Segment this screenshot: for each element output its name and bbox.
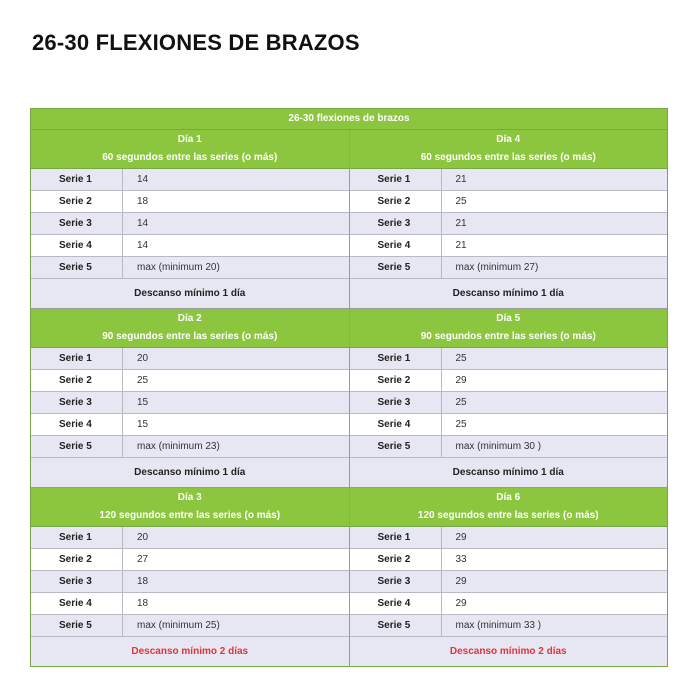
page-title: 26-30 FLEXIONES DE BRAZOS [32, 30, 360, 55]
day-row [31, 487, 667, 666]
day-title: Día 4 [496, 134, 521, 145]
set-reps: max (minimum 30 ) [455, 441, 542, 452]
day-header [350, 309, 668, 348]
set-reps: 20 [137, 353, 149, 364]
day-title: Día 2 [177, 313, 202, 324]
set-label: Serie 2 [350, 370, 442, 391]
set-reps: 21 [455, 240, 467, 251]
set-reps: 29 [455, 598, 467, 609]
set-label: Serie 2 [350, 549, 442, 570]
rest-between-sets: 90 segundos entre las series (o más) [102, 331, 278, 342]
day-block [31, 488, 349, 666]
set-reps: 25 [455, 353, 467, 364]
set-label: Serie 5 [31, 615, 123, 636]
set-reps: 33 [455, 554, 467, 565]
set-row [350, 414, 668, 436]
set-reps: 14 [137, 174, 149, 185]
set-label: Serie 4 [31, 235, 123, 256]
set-row [31, 436, 349, 458]
rest-after-day: Descanso mínimo 1 día [350, 458, 668, 487]
set-reps: 15 [137, 419, 149, 430]
set-reps: max (minimum 23) [137, 441, 220, 452]
workout-table [30, 108, 668, 667]
rest-between-sets: 120 segundos entre las series (o más) [417, 510, 599, 521]
set-label: Serie 2 [31, 549, 123, 570]
set-label: Serie 4 [350, 414, 442, 435]
set-label: Serie 3 [350, 392, 442, 413]
rest-between-sets: 60 segundos entre las series (o más) [420, 152, 596, 163]
set-reps: 27 [137, 554, 149, 565]
set-row [31, 414, 349, 436]
set-label: Serie 1 [31, 169, 123, 190]
sets-list [31, 348, 349, 458]
set-label: Serie 2 [31, 370, 123, 391]
set-label: Serie 4 [31, 414, 123, 435]
set-row [31, 348, 349, 370]
set-row [31, 169, 349, 191]
set-reps: 21 [455, 174, 467, 185]
rest-between-sets: 90 segundos entre las series (o más) [420, 331, 596, 342]
set-row [350, 593, 668, 615]
sets-list [31, 169, 349, 279]
set-row [31, 527, 349, 549]
set-reps: 25 [455, 397, 467, 408]
day-block [349, 130, 668, 308]
set-label: Serie 3 [31, 392, 123, 413]
set-reps: 25 [455, 196, 467, 207]
set-label: Serie 1 [350, 527, 442, 548]
day-row [31, 130, 667, 308]
rest-after-day: Descanso mínimo 1 día [31, 279, 349, 308]
set-reps: max (minimum 20) [137, 262, 220, 273]
set-row [350, 549, 668, 571]
rest-after-day: Descanso mínimo 2 días [31, 637, 349, 666]
day-title: Día 1 [177, 134, 202, 145]
set-reps: 18 [137, 196, 149, 207]
set-row [31, 213, 349, 235]
set-reps: 18 [137, 576, 149, 587]
set-reps: 14 [137, 218, 149, 229]
set-label: Serie 5 [31, 257, 123, 278]
set-label: Serie 5 [350, 615, 442, 636]
table-header: 26-30 flexiones de brazos [31, 109, 667, 130]
set-label: Serie 4 [31, 593, 123, 614]
set-reps: 29 [455, 576, 467, 587]
set-label: Serie 3 [350, 213, 442, 234]
set-reps: 14 [137, 240, 149, 251]
set-label: Serie 5 [350, 257, 442, 278]
set-row [31, 235, 349, 257]
set-row [350, 615, 668, 637]
set-label: Serie 2 [350, 191, 442, 212]
set-reps: 18 [137, 598, 149, 609]
set-row [31, 615, 349, 637]
set-row [350, 191, 668, 213]
day-row [31, 308, 667, 487]
rest-between-sets: 60 segundos entre las series (o más) [102, 152, 278, 163]
set-reps: 20 [137, 532, 149, 543]
day-block [31, 130, 349, 308]
set-label: Serie 2 [31, 191, 123, 212]
set-label: Serie 3 [31, 571, 123, 592]
set-label: Serie 5 [350, 436, 442, 457]
set-reps: max (minimum 27) [455, 262, 539, 273]
set-row [350, 436, 668, 458]
day-header [350, 130, 668, 169]
set-row [31, 593, 349, 615]
day-header [31, 488, 349, 527]
day-header [31, 130, 349, 169]
set-row [31, 549, 349, 571]
set-label: Serie 3 [31, 213, 123, 234]
set-reps: 21 [455, 218, 467, 229]
set-row [31, 571, 349, 593]
day-rows [31, 130, 667, 666]
set-row [350, 392, 668, 414]
set-row [350, 571, 668, 593]
day-title: Día 6 [496, 492, 521, 503]
set-reps: 29 [455, 532, 467, 543]
set-reps: 25 [137, 375, 149, 386]
sets-list [350, 348, 668, 458]
day-title: Día 3 [177, 492, 202, 503]
day-title: Día 5 [496, 313, 521, 324]
day-header [31, 309, 349, 348]
set-reps: 29 [455, 375, 467, 386]
set-label: Serie 1 [31, 348, 123, 369]
set-row [31, 191, 349, 213]
set-row [350, 257, 668, 279]
set-row [31, 370, 349, 392]
set-row [350, 527, 668, 549]
day-block [349, 488, 668, 666]
day-header [350, 488, 668, 527]
sets-list [350, 169, 668, 279]
rest-after-day: Descanso mínimo 2 días [350, 637, 668, 666]
set-label: Serie 1 [31, 527, 123, 548]
set-label: Serie 1 [350, 348, 442, 369]
rest-after-day: Descanso mínimo 1 día [31, 458, 349, 487]
set-label: Serie 4 [350, 593, 442, 614]
set-row [31, 392, 349, 414]
set-reps: 15 [137, 397, 149, 408]
set-label: Serie 5 [31, 436, 123, 457]
rest-between-sets: 120 segundos entre las series (o más) [99, 510, 281, 521]
set-label: Serie 4 [350, 235, 442, 256]
set-reps: 25 [455, 419, 467, 430]
set-row [350, 370, 668, 392]
rest-after-day: Descanso mínimo 1 día [350, 279, 668, 308]
set-row [350, 169, 668, 191]
set-reps: max (minimum 33 ) [455, 620, 542, 631]
set-row [350, 348, 668, 370]
set-row [31, 257, 349, 279]
sets-list [350, 527, 668, 637]
set-label: Serie 3 [350, 571, 442, 592]
day-block [349, 309, 668, 487]
set-label: Serie 1 [350, 169, 442, 190]
set-row [350, 235, 668, 257]
set-reps: max (minimum 25) [137, 620, 220, 631]
set-row [350, 213, 668, 235]
sets-list [31, 527, 349, 637]
day-block [31, 309, 349, 487]
